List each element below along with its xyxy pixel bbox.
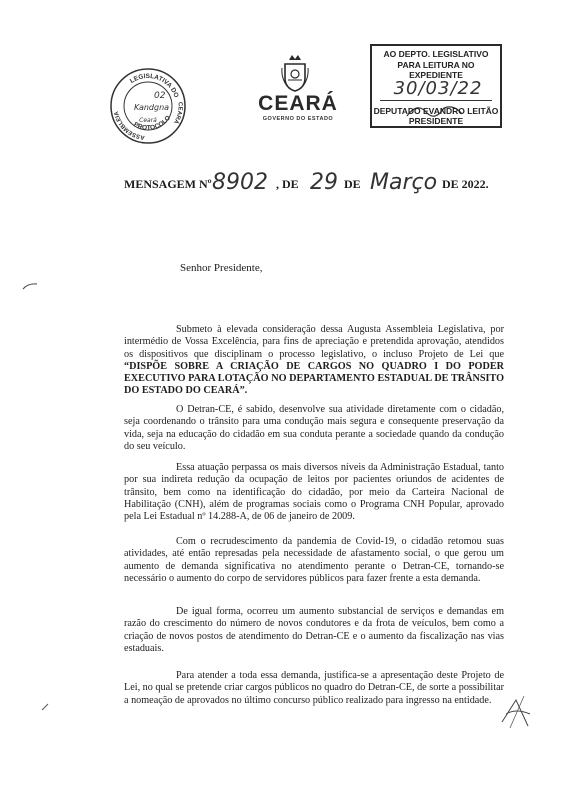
message-number: 8902 [212, 170, 268, 195]
dispatch-stamp-line2: PARA LEITURA NO EXPEDIENTE [397, 60, 475, 80]
message-de-1: , DE [276, 177, 299, 191]
coat-of-arms-icon [281, 54, 309, 92]
message-de-2: DE [344, 177, 361, 191]
stamp-number: 02 [154, 91, 166, 101]
paragraph-2 [124, 404, 504, 453]
stamp-center-label: Ceará [139, 117, 157, 124]
paragraph-3 [124, 462, 504, 523]
paragraph-6-text: Para atender a toda essa demanda, justifica-se a apresentação deste Projeto de Lei, no qual se pretende criar cargos públicos no quadro do Detran-CE, de sorte a possibilitar a nomeação de aprovados no último concurso público realizado para ingresso na entidade. [124, 670, 504, 706]
paragraph-1-text: Submeto à elevada consideração dessa Augusta Assembleia Legislativa, por intermédio de Vossa Excelência, para fins de apreciação e pretendida aprovação, atendidos os dispositivos que disciplinam o processo legislativo, o incluso Projeto de Lei que [124, 324, 504, 360]
initials-mark [498, 692, 534, 730]
paragraph-3-text: Essa atuação perpassa os mais diversos níveis da Administração Estadual, tanto por sua indireta redução da ocupação de leitos por pacientes oriundos de acidentes de trânsito, bem como na identificação do cidadão, por meio da Carteira Nacional de Habilitação (CNH), além de programas sociais como o Programa CNH Popular, aprovado pela Lei Estadual nº 14.288-A, de 06 de janeiro de 2009. [124, 462, 504, 523]
dispatch-stamp [370, 44, 502, 128]
protocol-stamp [108, 66, 188, 146]
paragraph-5-text: De igual forma, ocorreu um aumento substancial de serviços e demandas em razão do crescimento do número de novos condutores e da frota de veículos, bem como a criação de novos postos de atendimento do Detran-CE e o aumento da fiscalização nas vias estaduais. [124, 606, 504, 654]
dispatch-stamp-line1: AO DEPTO. LEGISLATIVO [383, 49, 489, 59]
dispatch-stamp-line3: DEPUTADO EVANDRO LEITÃO [373, 106, 499, 116]
message-label: MENSAGEM Nº [124, 177, 212, 191]
stamp-ring-bottom: PROTOCOLO [132, 114, 173, 132]
message-day: 29 [310, 170, 338, 195]
salutation: Senhor Presidente, [180, 262, 263, 274]
paragraph-1-bill-title: “DISPÕE SOBRE A CRIAÇÃO DE CARGOS NO QUADRO I DO PODER EXECUTIVO PARA LOTAÇÃO NO DEPARTAMENTO ESTADUAL DE TRÂNSITO DO ESTADO DO CEARÁ”. [124, 360, 504, 397]
dispatch-stamp-line4: PRESIDENTE [408, 116, 464, 126]
paragraph-4 [124, 536, 504, 585]
stamp-ring-left: ASSEMBLEIA [113, 110, 146, 140]
state-subtitle: GOVERNO DO ESTADO [262, 116, 334, 122]
paragraph-1 [124, 324, 504, 398]
stamp-ring-top: LEGISLATIVA DO [128, 72, 180, 99]
state-name: CEARÁ [258, 92, 338, 115]
message-month: Março [370, 170, 438, 195]
paragraph-4-text: Com o recrudescimento da pandemia de Covid-19, o cidadão retomou suas atividades, até então represadas pela necessidade de afastamento social, o que gerou um aumento de demanda significativa no atendimento perante o Detran-CE, tornando-se necessário o aumento do corpo de servidores públicos para fazer frente a esta demanda. [124, 536, 504, 584]
dispatch-stamp-date: 30/03/22 [393, 78, 483, 99]
paragraph-2-text: O Detran-CE, é sabido, desenvolve sua atividade diretamente com o cidadão, seja coordenando o trânsito para uma condução mais segura e consequente preservação da vida, seja na educação do cidadão em sua conduta perante a sociedade quando da condução do seu veículo. [124, 404, 504, 452]
stamp-handwriting: Kandgna [134, 103, 170, 112]
stamp-ring-right: CEARÁ [171, 101, 183, 125]
margin-dot [40, 702, 50, 712]
message-year: DE 2022. [442, 177, 489, 191]
paragraph-5 [124, 606, 504, 655]
paragraph-6 [124, 670, 504, 707]
margin-mark [22, 282, 38, 290]
message-header [124, 170, 504, 198]
